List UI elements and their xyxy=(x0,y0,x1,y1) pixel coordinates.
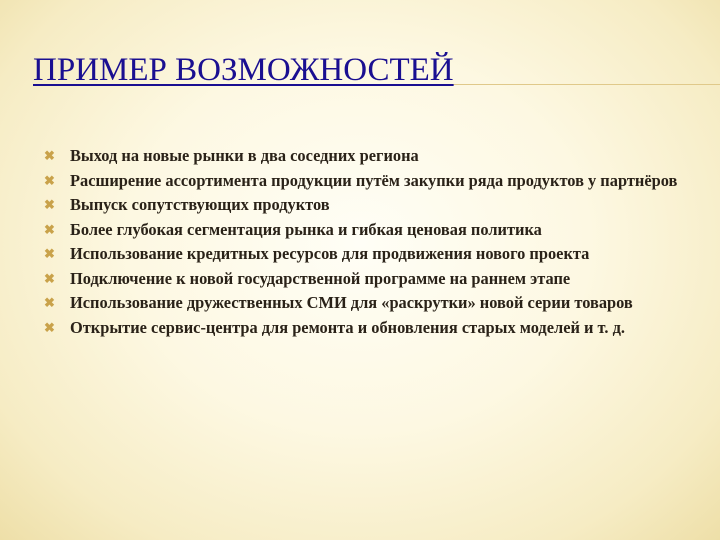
bullet-item xyxy=(44,169,694,194)
bullet-item xyxy=(44,267,694,292)
bullet-item xyxy=(44,316,694,341)
bullet-item xyxy=(44,291,694,316)
bullet-list xyxy=(44,144,694,340)
bullet-text: Открытие сервис-центра для ремонта и обновления старых моделей и т. д. xyxy=(70,317,625,337)
bullet-text: Более глубокая сегментация рынка и гибкая ценовая политика xyxy=(70,219,542,239)
bullet-text: Выход на новые рынки в два соседних региона xyxy=(70,146,419,165)
bullet-text: Расширение ассортимента продукции путём закупки ряда продуктов у партнёров xyxy=(70,170,678,190)
bullet-text: Выпуск сопутствующих продуктов xyxy=(70,195,330,214)
cross-mark-icon: ✖ xyxy=(44,148,55,163)
bullet-text: Использование дружественных СМИ для «раскрутки» новой серии товаров xyxy=(70,293,633,312)
slide-title: ПРИМЕР ВОЗМОЖНОСТЕЙ xyxy=(33,52,454,88)
title-area xyxy=(33,50,720,90)
cross-mark-icon: ✖ xyxy=(44,270,55,286)
bullet-item xyxy=(44,193,694,218)
cross-mark-icon: ✖ xyxy=(44,295,55,310)
cross-mark-icon: ✖ xyxy=(44,172,55,188)
cross-mark-icon: ✖ xyxy=(44,221,55,237)
bullet-item xyxy=(44,242,694,267)
bullet-text: Использование кредитных ресурсов для продвижения нового проекта xyxy=(70,244,590,263)
bullet-text: Подключение к новой государственной программе на раннем этапе xyxy=(70,268,571,288)
bullet-item xyxy=(44,144,694,169)
bullet-item xyxy=(44,218,694,243)
cross-mark-icon: ✖ xyxy=(44,246,55,261)
cross-mark-icon: ✖ xyxy=(44,319,55,335)
cross-mark-icon: ✖ xyxy=(44,197,55,212)
